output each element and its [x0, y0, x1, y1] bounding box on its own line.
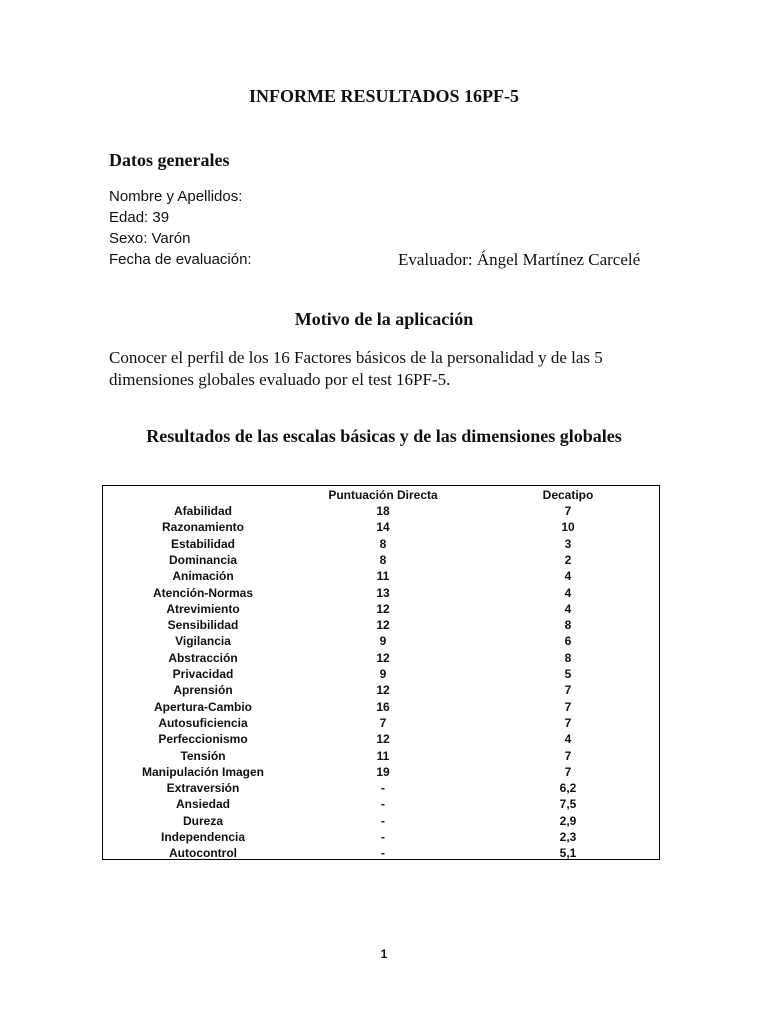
sex-field	[109, 230, 190, 247]
table-row	[103, 780, 659, 796]
table-header-row	[103, 487, 659, 503]
table-row	[103, 585, 659, 601]
decatipo-cell: 3	[564, 536, 572, 551]
table-row	[103, 536, 659, 552]
factor-name-cell: Estabilidad	[170, 536, 235, 551]
raw-score-cell: -	[381, 813, 385, 828]
factor-name-cell: Extraversión	[166, 781, 240, 796]
results-table	[102, 485, 660, 860]
factor-name-cell: Atención-Normas	[152, 585, 253, 600]
age-label: Edad:	[109, 209, 149, 226]
decatipo-cell: 8	[564, 618, 572, 633]
decatipo-cell: 6	[564, 634, 572, 649]
raw-score-cell: 12	[376, 601, 390, 616]
table-row	[103, 813, 659, 829]
factor-name-cell: Dureza	[182, 813, 223, 828]
table-row	[103, 601, 659, 617]
decatipo-cell: 7	[564, 715, 572, 730]
raw-score-cell: 9	[379, 667, 387, 681]
decatipo-cell: 2	[564, 552, 572, 567]
factor-name-cell: Abstracción	[168, 650, 238, 665]
decatipo-cell: 7	[564, 504, 572, 518]
sex-label: Sexo:	[109, 230, 148, 247]
section-heading-results: Resultados de las escalas básicas y de las dimensiones globales	[146, 426, 622, 446]
decatipo-cell: 7	[564, 683, 572, 698]
decatipo-cell: 7,5	[559, 797, 577, 812]
decatipo-cell: 7	[564, 699, 572, 714]
raw-score-cell: 9	[379, 634, 387, 649]
raw-score-cell: -	[381, 830, 385, 844]
factor-name-cell: Autocontrol	[169, 846, 237, 861]
name-field	[109, 188, 242, 205]
decatipo-cell: 5,1	[559, 846, 577, 861]
evaluator-name: Evaluador: Ángel Martínez Carcelé	[398, 250, 641, 269]
raw-score-cell: 19	[376, 764, 390, 779]
section-heading-motivo: Motivo de la aplicación	[294, 309, 474, 329]
table-row	[103, 796, 659, 812]
document-title: INFORME RESULTADOS 16PF-5	[248, 86, 520, 106]
table-row	[103, 617, 659, 633]
factor-name-cell: Apertura-Cambio	[153, 699, 252, 714]
factor-name-cell: Tensión	[180, 748, 226, 763]
page-number: 1	[380, 947, 388, 961]
decatipo-cell: 4	[564, 569, 572, 584]
raw-score-cell: 12	[376, 732, 390, 747]
motivo-paragraph: Conocer el perfil de los 16 Factores básicos de la personalidad y de las 5 dimensiones globales evaluado por el test 16PF-5.	[109, 348, 603, 389]
factor-name-cell: Vigilancia	[175, 634, 231, 649]
factor-name-cell: Dominancia	[168, 552, 237, 567]
raw-score-cell: -	[381, 797, 385, 812]
raw-score-cell: 12	[376, 683, 390, 698]
raw-score-cell: 11	[376, 748, 390, 763]
table-row	[103, 829, 659, 845]
factor-name-cell: Independencia	[160, 830, 246, 844]
column-header-decatipo: Decatipo	[542, 488, 594, 502]
table-row	[103, 764, 659, 780]
factor-name-cell: Perfeccionismo	[158, 732, 248, 747]
factor-name-cell: Ansiedad	[175, 797, 230, 812]
factor-name-cell: Razonamiento	[161, 520, 244, 535]
factor-name-cell: Sensibilidad	[167, 618, 239, 633]
table-row	[103, 519, 659, 535]
table-row	[103, 503, 659, 519]
raw-score-cell: 14	[376, 520, 390, 535]
table-row	[103, 552, 659, 568]
decatipo-cell: 4	[564, 732, 572, 747]
raw-score-cell: 8	[379, 552, 387, 567]
decatipo-cell: 4	[564, 585, 572, 600]
decatipo-cell: 4	[564, 601, 572, 616]
table-row	[103, 731, 659, 747]
table-row	[103, 845, 659, 861]
date-field	[109, 251, 252, 268]
raw-score-cell: -	[381, 846, 385, 861]
factor-name-cell: Manipulación Imagen	[141, 764, 264, 779]
table-row	[103, 715, 659, 731]
decatipo-cell: 2,9	[559, 813, 577, 828]
raw-score-cell: 18	[376, 504, 390, 518]
sex-value: Varón	[151, 230, 191, 247]
factor-name-cell: Animación	[172, 569, 234, 584]
factor-name-cell: Autosuficiencia	[158, 715, 248, 730]
decatipo-cell: 7	[564, 748, 572, 763]
raw-score-cell: 7	[379, 715, 387, 730]
raw-score-cell: 11	[376, 569, 390, 584]
name-label: Nombre y Apellidos:	[109, 188, 243, 205]
decatipo-cell: 5	[564, 667, 572, 681]
factor-name-cell: Aprensión	[173, 683, 233, 698]
table-row	[103, 650, 659, 666]
age-value: 39	[152, 209, 170, 226]
table-row	[103, 699, 659, 715]
raw-score-cell: -	[381, 781, 385, 796]
decatipo-cell: 6,2	[559, 781, 577, 796]
table-row	[103, 633, 659, 649]
table-row	[103, 568, 659, 584]
raw-score-cell: 12	[376, 650, 390, 665]
factor-name-cell: Atrevimiento	[166, 601, 240, 616]
decatipo-cell: 10	[561, 520, 575, 535]
decatipo-cell: 7	[564, 764, 572, 779]
age-field	[109, 209, 169, 226]
raw-score-cell: 12	[376, 618, 390, 633]
section-heading-general: Datos generales	[109, 150, 230, 170]
table-row	[103, 666, 659, 682]
decatipo-cell: 8	[564, 650, 572, 665]
factor-name-cell: Afabilidad	[173, 504, 232, 518]
raw-score-cell: 8	[379, 536, 387, 551]
factor-name-cell: Privacidad	[172, 667, 234, 681]
date-label: Fecha de evaluación:	[109, 251, 252, 268]
table-row	[103, 682, 659, 698]
decatipo-cell: 2,3	[559, 830, 577, 844]
table-row	[103, 748, 659, 764]
raw-score-cell: 16	[376, 699, 390, 714]
raw-score-cell: 13	[376, 585, 390, 600]
column-header-raw-score: Puntuación Directa	[328, 488, 438, 502]
